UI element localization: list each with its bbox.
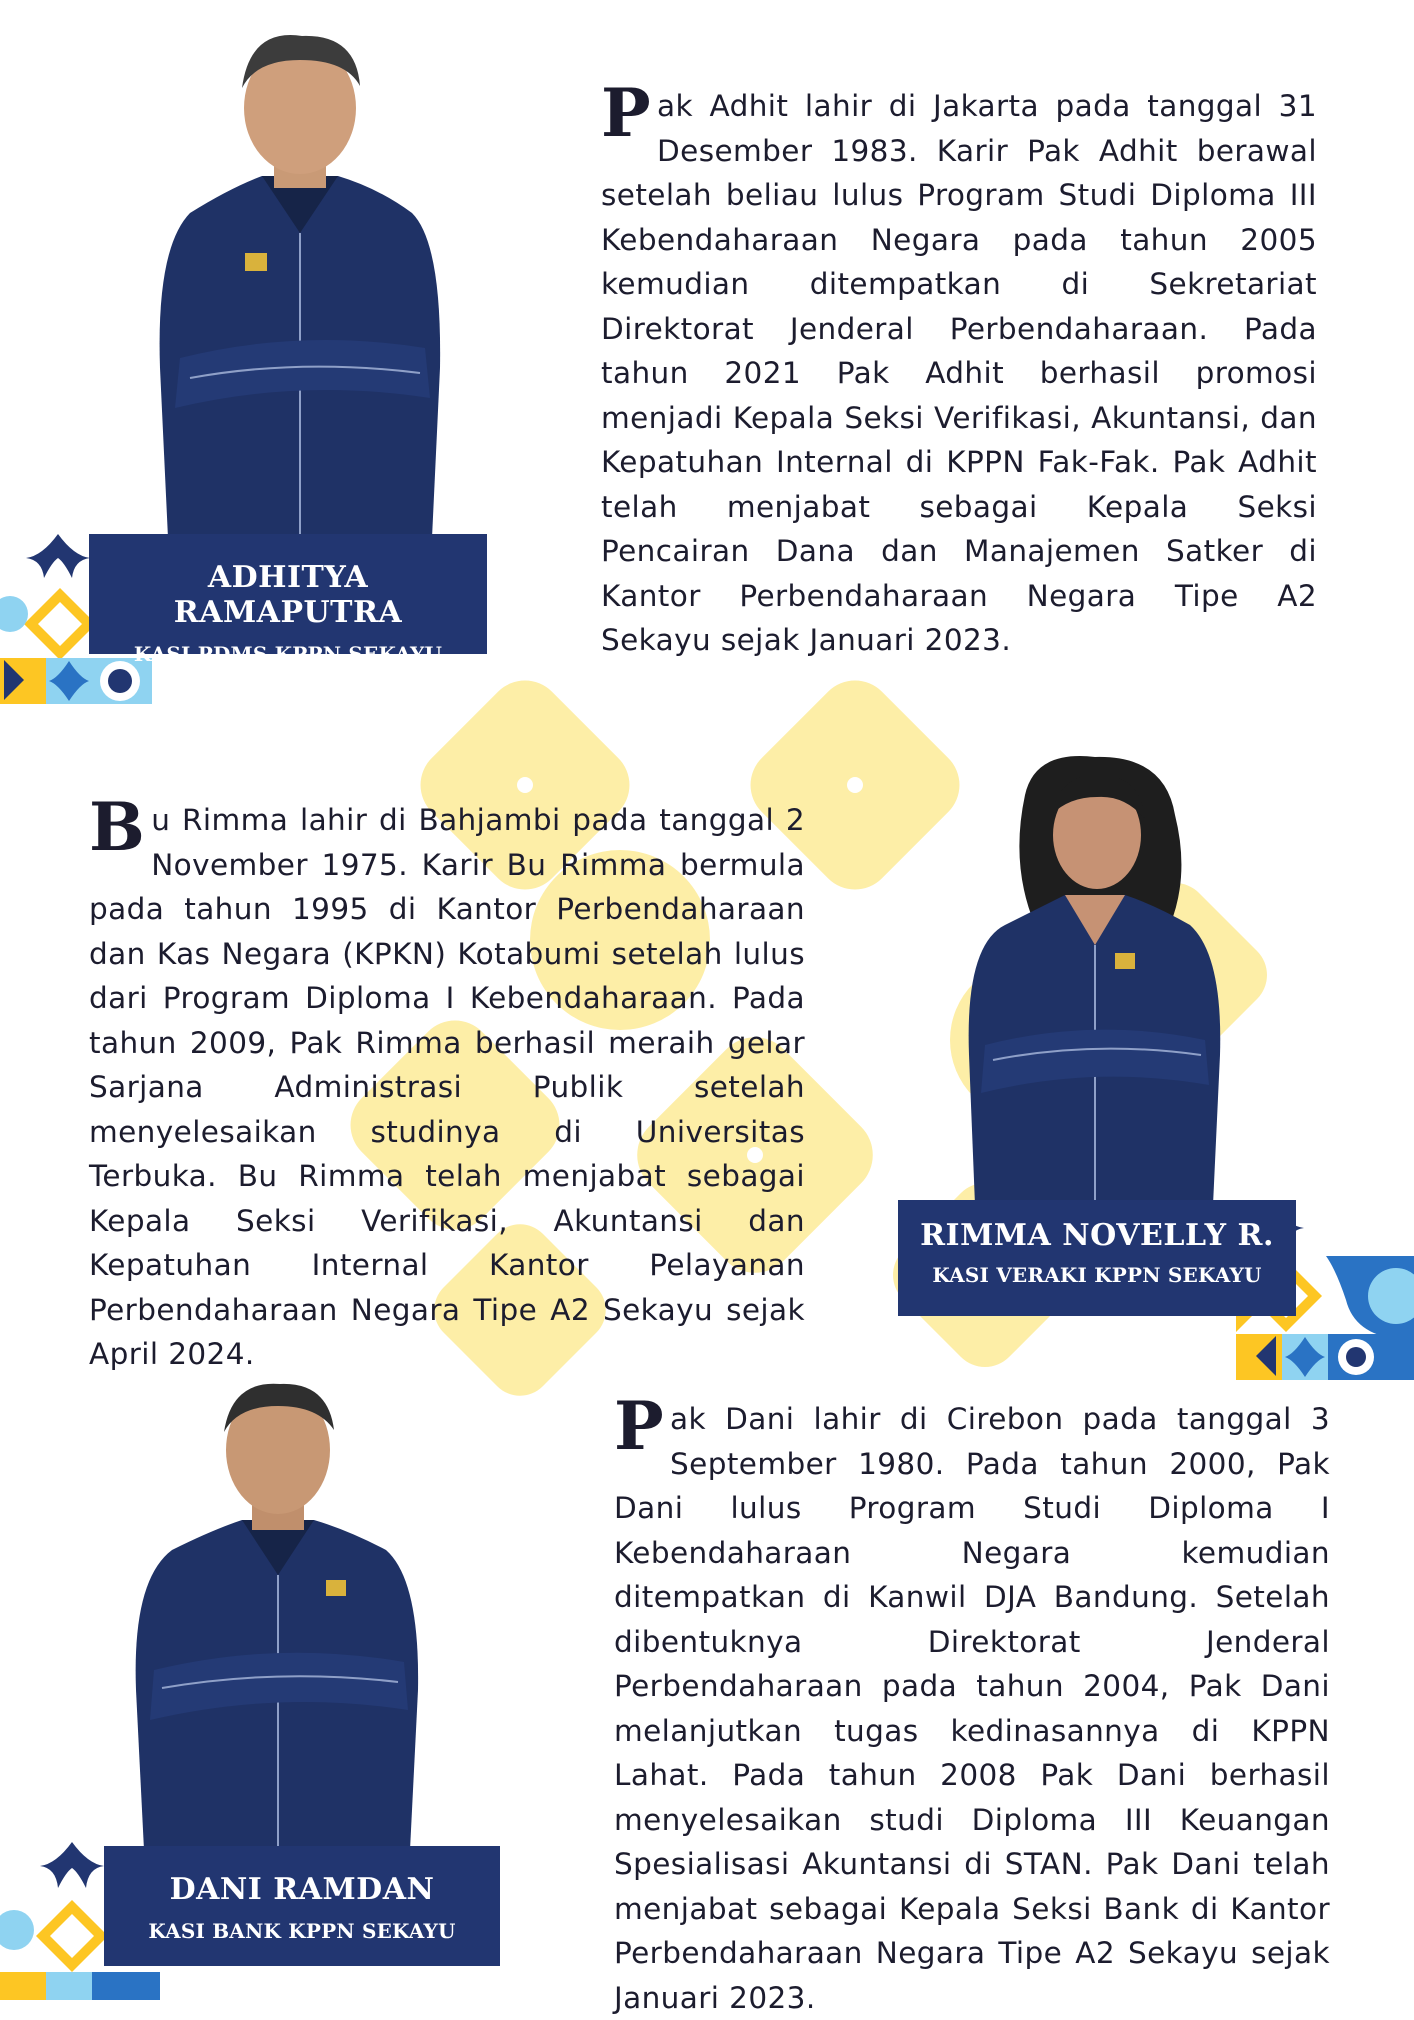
portrait-dani-ramdan [128,1370,428,1850]
portrait-rimma-novelly [965,755,1225,1205]
drop-cap: P [614,1387,665,1465]
portrait-adhitya-ramaputra [150,28,450,538]
person-position: KASI BANK KPPN SEKAYU [148,1919,456,1943]
drop-cap: P [601,74,652,152]
person-position: KASI PDMS KPPN SEKAYU [133,642,443,666]
bio-text: u Rimma lahir di Bahjambi pada tanggal 2 November 1975. Karir Bu Rimma bermula pada tahun 1995 di Kantor Perbendaharaan dan Kas Negara (KPKN) Kotabumi setelah lulus dari Program Diploma I Kebendaharaan. Pada tahun 2009, Pak Rimma berhasil meraih gelar Sarjana Administrasi Publik setelah menyelesaikan studinya di Universitas Terbuka. Bu Rimma telah menjabat sebagai Kepala Seksi Verifikasi, Akuntansi dan Kepatuhan Internal Kantor Pelayanan Perbendaharaan Negara Tipe A2 Sekayu sejak April 2024. [89,803,805,1371]
bio-dani [614,1387,1330,2020]
person-name: DANI RAMDAN [169,1872,435,1907]
name-card-dani [104,1846,500,1966]
name-card-adhitya [89,534,487,666]
person-name: RIMMA NOVELLY R. [920,1218,1274,1253]
person-name: ADHITYA RAMAPUTRA [173,560,403,630]
name-card-rimma [898,1200,1296,1316]
bio-text: ak Dani lahir di Cirebon pada tanggal 3 September 1980. Pada tahun 2000, Pak Dani lulus Program Studi Diploma I Kebendaharaan Negara kemudian ditempatkan di Kanwil DJA Bandung. Setelah dibentuknya Direktorat Jenderal Perbendaharaan pada tahun 2004, Pak Dani melanjutkan tugas kedinasannya di KPPN Lahat. Pada tahun 2008 Pak Dani berhasil menyelesaikan studi Diploma III Keuangan Spesialisasi Akuntansi di STAN. Pak Dani telah menjabat sebagai Kepala Seksi Bank di Kantor Perbendaharaan Negara Tipe A2 Sekayu sejak Januari 2023. [614,1402,1330,2015]
bio-adhitya [601,74,1317,663]
drop-cap: B [89,788,146,866]
bio-rimma [89,788,805,1377]
person-position: KASI VERAKI KPPN SEKAYU [932,1263,1262,1287]
bio-text: ak Adhit lahir di Jakarta pada tanggal 31 Desember 1983. Karir Pak Adhit berawal setelah beliau lulus Program Studi Diploma III Kebendaharaan Negara pada tahun 2005 kemudian ditempatkan di Sekretariat Direktorat Jenderal Perbendaharaan. Pada tahun 2021 Pak Adhit berhasil promosi menjadi Kepala Seksi Verifikasi, Akuntansi, dan Kepatuhan Internal di KPPN Fak-Fak. Pak Adhit telah menjabat sebagai Kepala Seksi Pencairan Dana dan Manajemen Satker di Kantor Perbendaharaan Negara Tipe A2 Sekayu sejak Januari 2023. [601,89,1317,657]
